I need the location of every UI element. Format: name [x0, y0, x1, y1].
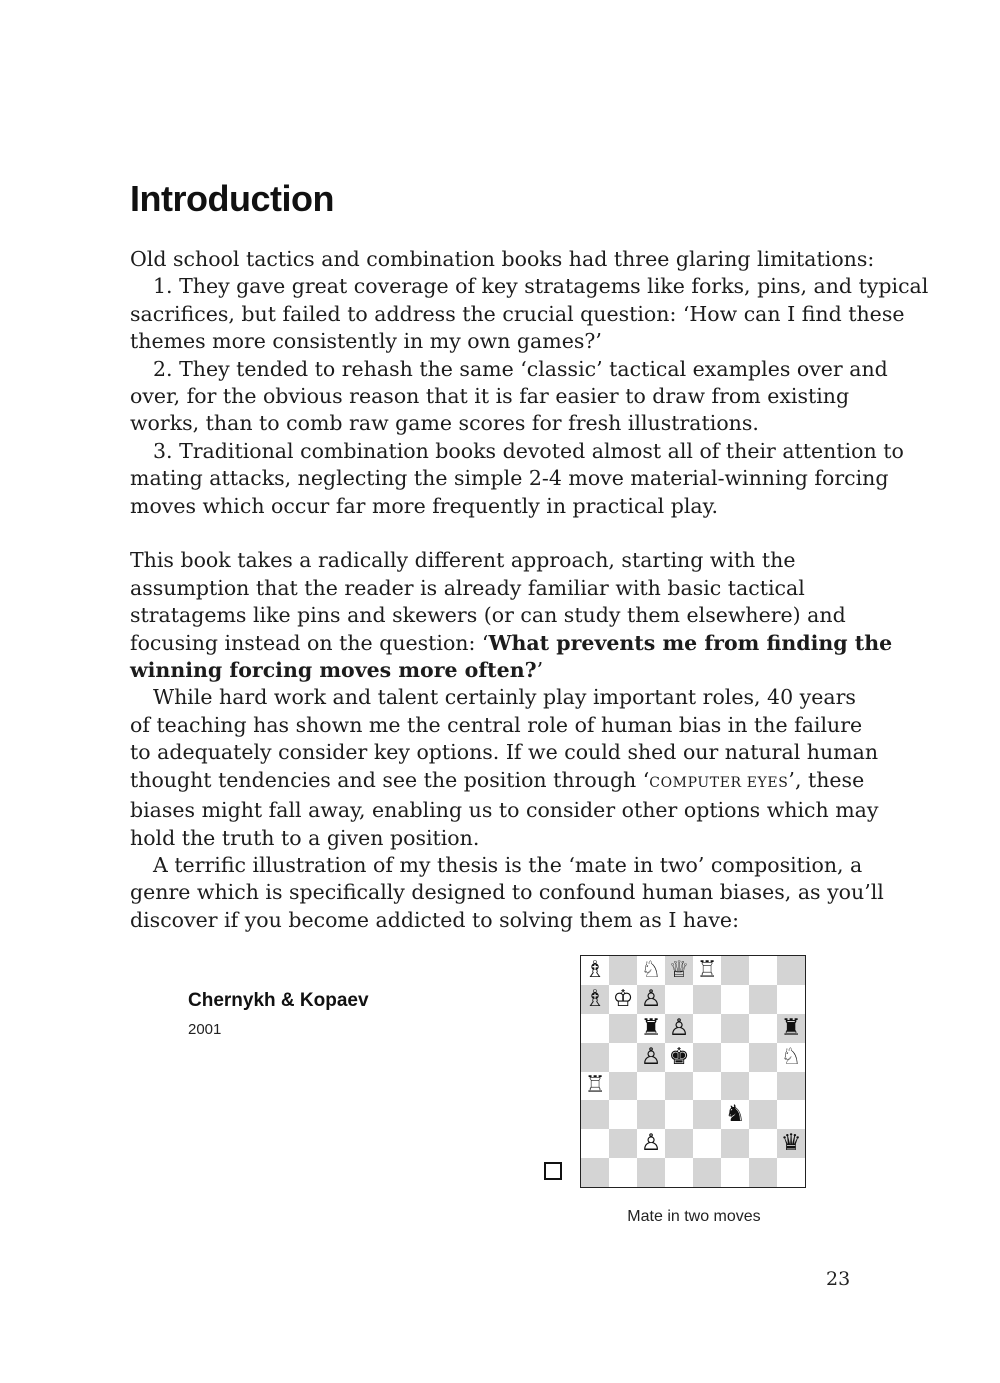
- text-line: assumption that the reader is already familiar with basic tactical: [130, 575, 805, 600]
- square-b7: [609, 985, 637, 1014]
- square-b4: [609, 1072, 637, 1101]
- white-pawn-icon: ♙: [640, 985, 662, 1012]
- white-pawn-icon: ♙: [640, 1130, 662, 1157]
- square-a2: [581, 1129, 609, 1158]
- text-line: moves which occur far more frequently in practical play.: [130, 493, 719, 518]
- text-line: sacrifices, but failed to address the crucial question: ‘How can I find these: [130, 301, 905, 326]
- square-c2: [637, 1129, 665, 1158]
- body-text: [130, 246, 929, 934]
- square-b5: [609, 1043, 637, 1072]
- white-rook-icon: ♖: [696, 956, 718, 983]
- square-f6: [721, 1014, 749, 1043]
- square-h2: [777, 1129, 805, 1158]
- text-line: over, for the obvious reason that it is far easier to draw from existing: [130, 384, 850, 409]
- page-title: Introduction: [130, 178, 334, 219]
- square-b3: [609, 1100, 637, 1129]
- square-c5: [637, 1043, 665, 1072]
- square-a6: [581, 1014, 609, 1043]
- square-h3: [777, 1100, 805, 1129]
- square-b1: [609, 1158, 637, 1187]
- text-line: This book takes a radically different approach, starting with the: [130, 548, 796, 573]
- square-h8: [777, 956, 805, 985]
- black-rook-icon: ♜: [780, 1014, 802, 1041]
- square-g6: [749, 1014, 777, 1043]
- square-g2: [749, 1129, 777, 1158]
- text-line: [130, 630, 893, 657]
- square-h4: [777, 1072, 805, 1101]
- square-f4: [721, 1072, 749, 1101]
- black-rook-icon: ♜: [640, 1014, 662, 1041]
- white-pawn-icon: ♙: [668, 1014, 690, 1041]
- square-g3: [749, 1100, 777, 1129]
- white-pawn-icon: ♙: [640, 1043, 662, 1070]
- square-f7: [721, 985, 749, 1014]
- text-line: While hard work and talent certainly play important roles, 40 years: [153, 685, 856, 710]
- text-run: focusing instead on the question: ‘: [130, 630, 489, 655]
- text-line: 2. They tended to rehash the same ‘classic’ tactical examples over and: [153, 356, 888, 381]
- square-f1: [721, 1158, 749, 1187]
- square-h6: [777, 1014, 805, 1043]
- page-number: 23: [826, 1268, 851, 1290]
- square-d7: [665, 985, 693, 1014]
- text-line: mating attacks, neglecting the simple 2-4 move material-winning forcing: [130, 466, 889, 491]
- paragraph-gap: [130, 520, 890, 547]
- white-bishop-icon: ♗: [584, 956, 606, 983]
- small-caps-term: COMPUTER EYES: [649, 774, 789, 791]
- square-e1: [693, 1158, 721, 1187]
- square-d3: [665, 1100, 693, 1129]
- diagram-caption: Mate in two moves: [627, 1208, 761, 1225]
- square-e8: [693, 956, 721, 985]
- black-queen-icon: ♛: [780, 1130, 802, 1157]
- white-knight-icon: ♘: [640, 956, 662, 983]
- square-g5: [749, 1043, 777, 1072]
- square-e6: [693, 1014, 721, 1043]
- square-f5: [721, 1043, 749, 1072]
- text-line: genre which is specifically designed to confound human biases, as you’ll: [130, 880, 884, 905]
- square-c6: [637, 1014, 665, 1043]
- text-line: 3. Traditional combination books devoted almost all of their attention to: [153, 438, 904, 463]
- square-e5: [693, 1043, 721, 1072]
- square-d5: [665, 1043, 693, 1072]
- square-h1: [777, 1158, 805, 1187]
- square-a7: [581, 985, 609, 1014]
- square-e4: [693, 1072, 721, 1101]
- text-line: [130, 767, 890, 797]
- text-line: 1. They gave great coverage of key stratagems like forks, pins, and typical: [153, 274, 929, 299]
- text-line: Old school tactics and combination books had three glaring limitations:: [130, 247, 875, 271]
- square-g8: [749, 956, 777, 985]
- square-f8: [721, 956, 749, 985]
- square-a4: [581, 1072, 609, 1101]
- square-b2: [609, 1129, 637, 1158]
- diagram-source: [188, 990, 369, 1038]
- square-e3: [693, 1100, 721, 1129]
- text-line: of teaching has shown me the central role of human bias in the failure: [130, 712, 863, 737]
- square-d1: [665, 1158, 693, 1187]
- white-rook-icon: ♖: [584, 1072, 606, 1099]
- text-line: themes more consistently in my own games?’: [130, 329, 602, 354]
- square-c4: [637, 1072, 665, 1101]
- square-g4: [749, 1072, 777, 1101]
- white-queen-icon: ♕: [668, 956, 690, 983]
- square-a8: [581, 956, 609, 985]
- text-line: biases might fall away, enabling us to consider other options which may: [130, 798, 879, 823]
- square-a5: [581, 1043, 609, 1072]
- square-f2: [721, 1129, 749, 1158]
- square-b8: [609, 956, 637, 985]
- white-king-icon: ♔: [612, 985, 634, 1012]
- square-d8: [665, 956, 693, 985]
- text-line: discover if you become addicted to solving them as I have:: [130, 907, 739, 932]
- square-e2: [693, 1129, 721, 1158]
- square-d2: [665, 1129, 693, 1158]
- square-c8: [637, 956, 665, 985]
- composer-names: Chernykh & Kopaev: [188, 990, 369, 1011]
- square-a3: [581, 1100, 609, 1129]
- bold-question: winning forcing moves more often?: [130, 658, 537, 683]
- bold-question: What prevents me from finding the: [488, 630, 893, 655]
- square-a1: [581, 1158, 609, 1187]
- composition-year: 2001: [188, 1021, 222, 1038]
- square-c7: [637, 985, 665, 1014]
- chess-board: [580, 955, 806, 1188]
- square-h7: [777, 985, 805, 1014]
- white-to-move-icon: [544, 1162, 562, 1180]
- square-d4: [665, 1072, 693, 1101]
- black-king-icon: ♚: [668, 1043, 690, 1070]
- text-line: works, than to comb raw game scores for fresh illustrations.: [130, 411, 759, 436]
- square-f3: [721, 1100, 749, 1129]
- text-line: stratagems like pins and skewers (or can study them elsewhere) and: [130, 603, 846, 628]
- square-c1: [637, 1158, 665, 1187]
- text-run: ’, these: [788, 767, 865, 792]
- square-g1: [749, 1158, 777, 1187]
- text-line: A terrific illustration of my thesis is the ‘mate in two’ composition, a: [153, 852, 863, 877]
- text-run: thought tendencies and see the position through ‘: [130, 767, 650, 792]
- text-line: [130, 657, 890, 684]
- text-line: hold the truth to a given position.: [130, 825, 480, 850]
- white-knight-icon: ♘: [780, 1043, 802, 1070]
- text-run: ’: [536, 658, 544, 683]
- square-h5: [777, 1043, 805, 1072]
- square-e7: [693, 985, 721, 1014]
- square-d6: [665, 1014, 693, 1043]
- square-g7: [749, 985, 777, 1014]
- black-knight-icon: ♞: [724, 1101, 746, 1128]
- square-b6: [609, 1014, 637, 1043]
- white-bishop-icon: ♗: [584, 985, 606, 1012]
- text-line: to adequately consider key options. If we could shed our natural human: [130, 740, 879, 765]
- square-c3: [637, 1100, 665, 1129]
